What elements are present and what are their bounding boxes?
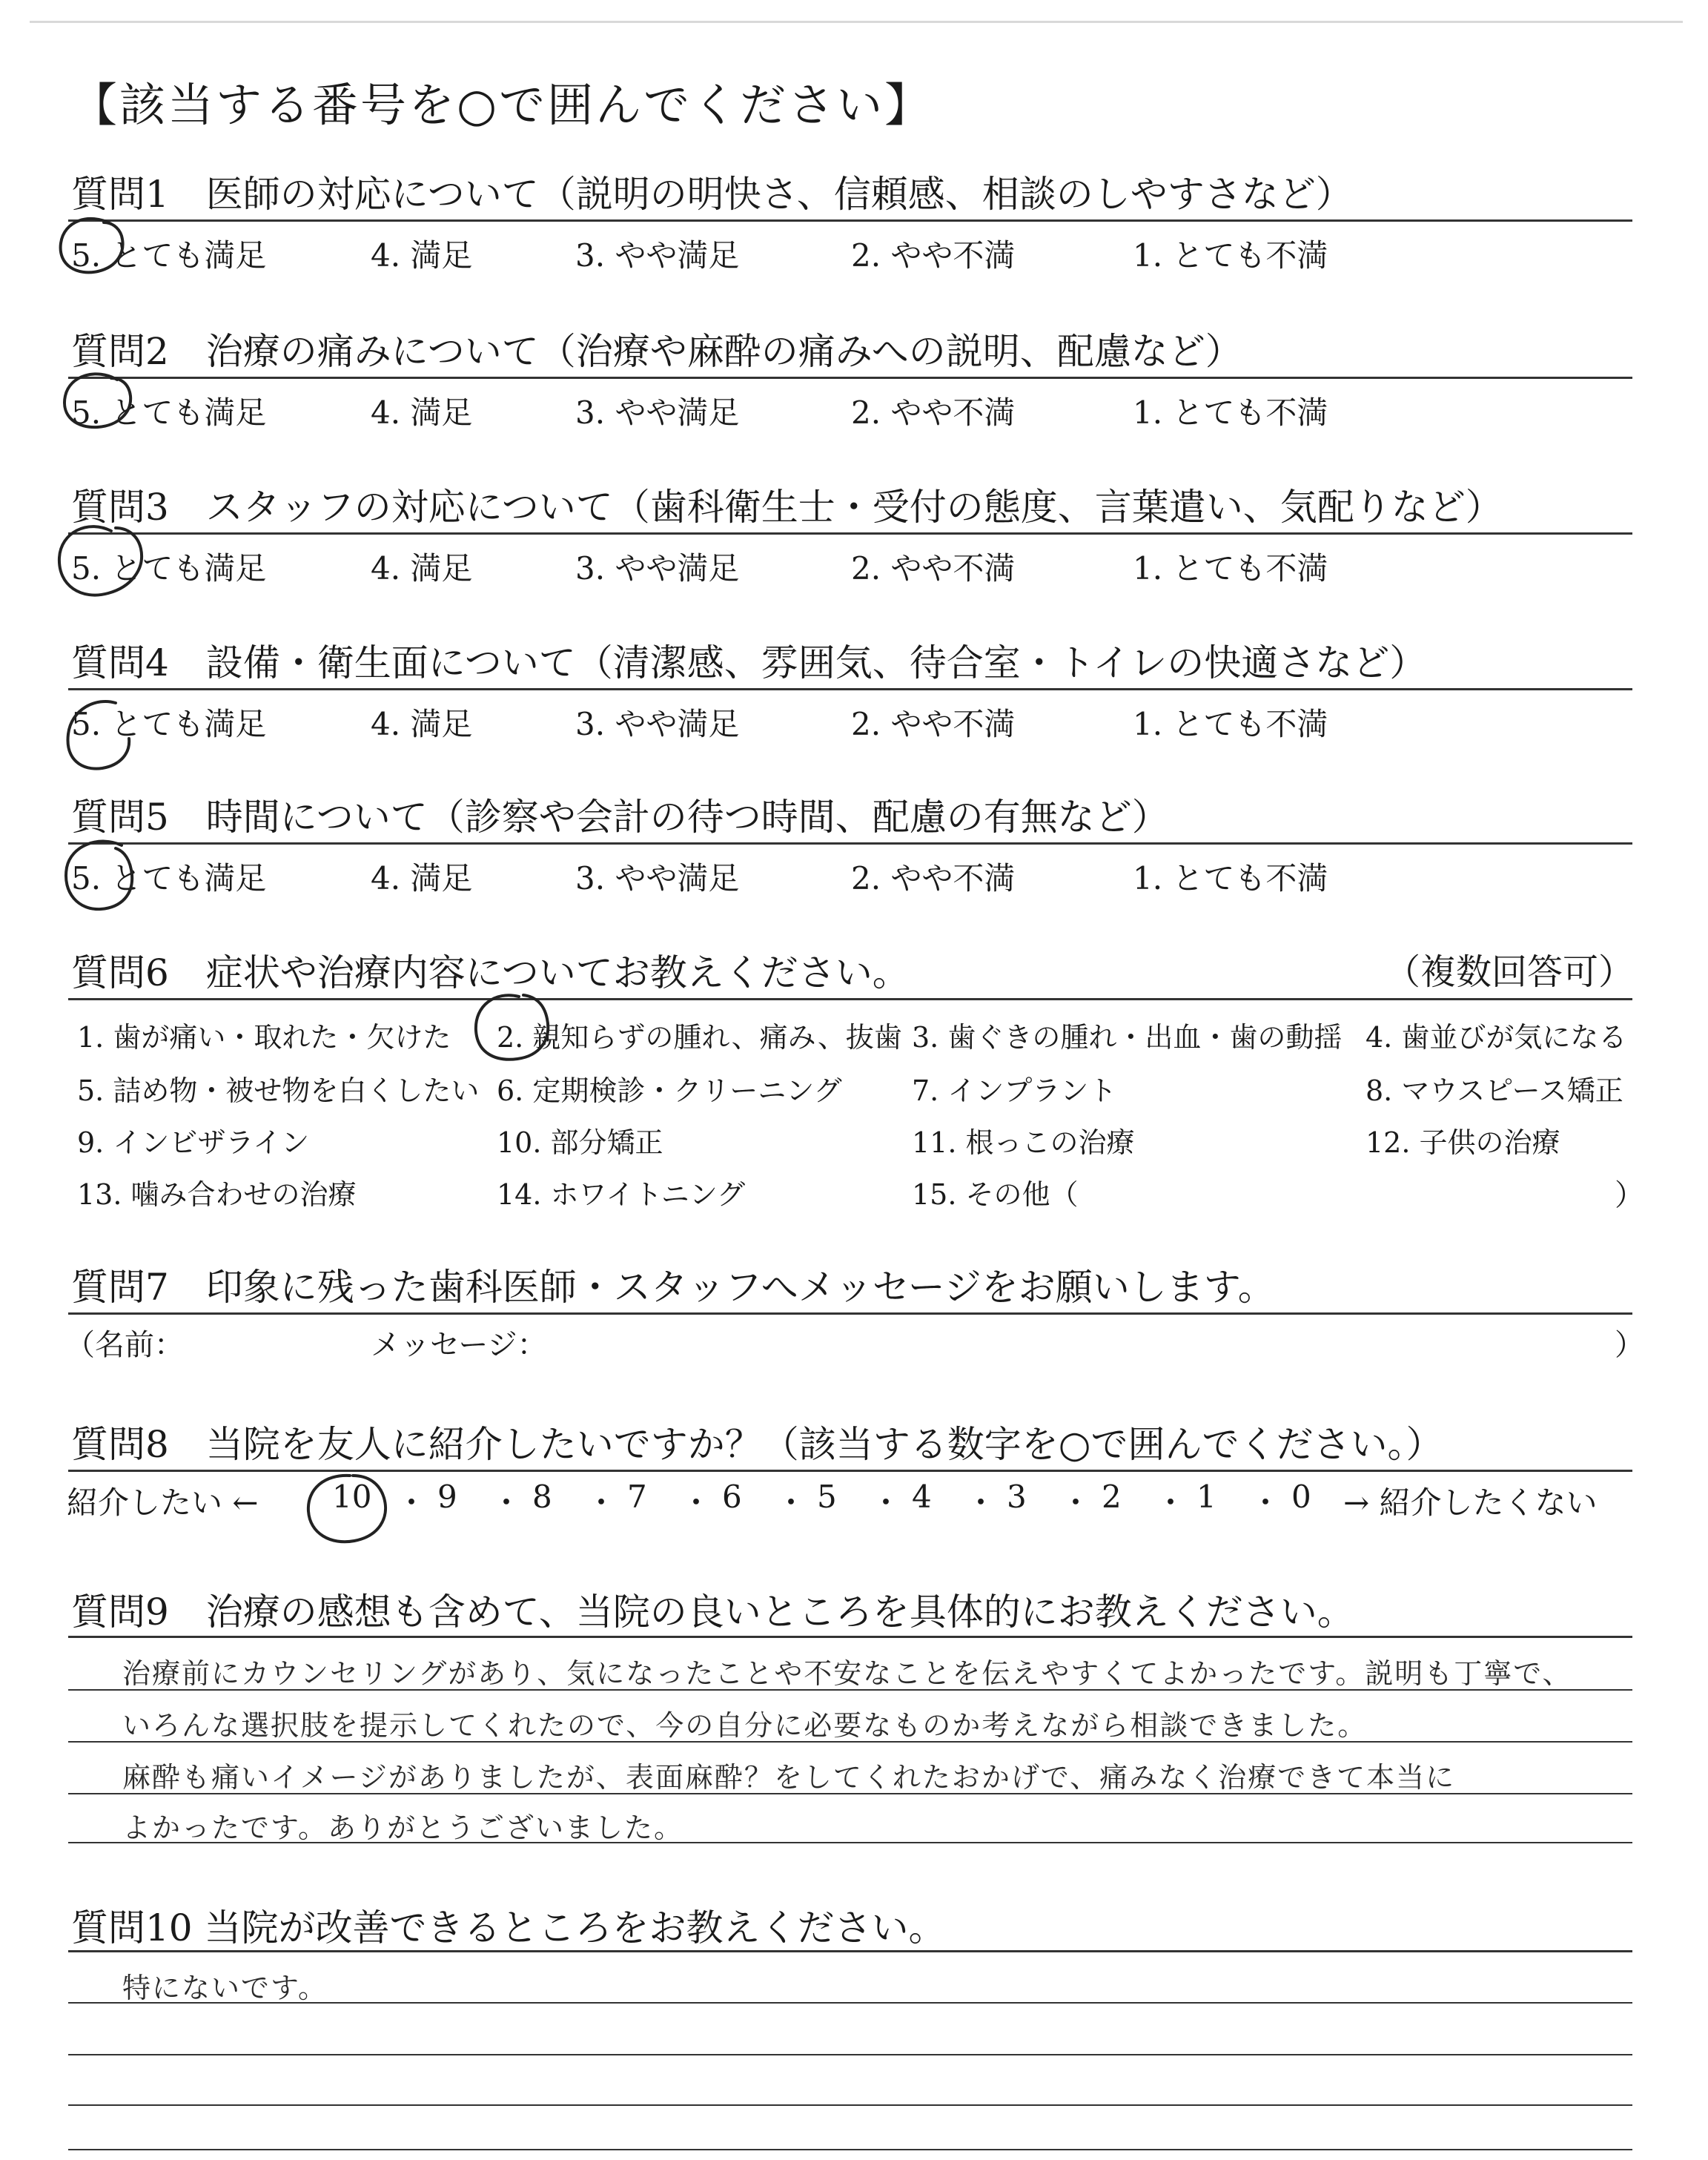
referral-2[interactable]: 2: [1102, 1479, 1122, 1515]
question-1-title: 質問1 医師の対応について（説明の明快さ、信頼感、相談のしやすさなど）: [71, 173, 1353, 216]
referral-7[interactable]: 7: [627, 1479, 647, 1515]
referral-right-label: → 紹介したくない: [1343, 1484, 1598, 1521]
symptom-5[interactable]: 5. 詰め物・被せ物を白くしたい: [77, 1074, 480, 1107]
name-field-label[interactable]: （名前：: [65, 1328, 184, 1362]
q5-option-2[interactable]: 2. やや不満: [851, 860, 1016, 896]
referral-6[interactable]: 6: [722, 1479, 742, 1515]
question-7-rule: [68, 1312, 1632, 1315]
q5-option-4[interactable]: 4. 満足: [371, 860, 473, 896]
referral-sep: ・: [1155, 1484, 1187, 1521]
symptom-11[interactable]: 11. 根っこの治療: [912, 1126, 1135, 1159]
q1-option-2[interactable]: 2. やや不満: [851, 237, 1016, 274]
question-8-title: 質問8 当院を友人に紹介したいですか？（該当する数字を○で囲んでください。）: [71, 1423, 1443, 1466]
q5-option-1[interactable]: 1. とても不満: [1133, 860, 1328, 896]
q9-answer-line-3: 麻酔も痛いイメージがありましたが、表面麻酔？をしてくれたおかげで、痛みなく治療できて本当に: [122, 1761, 1456, 1794]
q3-option-2[interactable]: 2. やや不満: [851, 550, 1016, 587]
question-4-rule: [68, 688, 1632, 690]
answer-rule: [68, 1793, 1632, 1794]
q1-option-3[interactable]: 3. やや満足: [575, 237, 740, 274]
answer-rule: [68, 2054, 1632, 2055]
referral-sep: ・: [1060, 1484, 1092, 1521]
answer-rule: [68, 2149, 1632, 2150]
symptom-7[interactable]: 7. インプラント: [912, 1074, 1117, 1107]
q4-option-4[interactable]: 4. 満足: [371, 706, 473, 742]
question-9-title: 質問9 治療の感想も含めて、当院の良いところを具体的にお教えください。: [71, 1591, 1354, 1634]
q2-option-1[interactable]: 1. とても不満: [1133, 394, 1328, 431]
referral-5[interactable]: 5: [817, 1479, 837, 1515]
message-field-label[interactable]: メッセージ：: [371, 1328, 547, 1362]
question-3-rule: [68, 532, 1632, 535]
question-10-title: 質問10 当院が改善できるところをお教えください。: [71, 1906, 946, 1949]
referral-sep: ・: [396, 1484, 428, 1521]
referral-sep: ・: [681, 1484, 712, 1521]
referral-sep: ・: [870, 1484, 902, 1521]
referral-sep: ・: [775, 1484, 807, 1521]
q9-answer-line-2: いろんな選択肢を提示してくれたので、今の自分に必要なものか考えながら相談できました。: [122, 1709, 1368, 1742]
question-6-title: 質問6 症状や治療内容についてお教えください。: [71, 951, 910, 994]
referral-left-label: 紹介したい ←: [67, 1484, 259, 1521]
symptom-12[interactable]: 12. 子供の治療: [1366, 1126, 1560, 1159]
q1-option-4[interactable]: 4. 満足: [371, 237, 473, 274]
symptom-8[interactable]: 8. マウスピース矯正: [1366, 1074, 1623, 1107]
symptom-10[interactable]: 10. 部分矯正: [497, 1126, 663, 1159]
referral-8[interactable]: 8: [532, 1479, 552, 1515]
question-7-title: 質問7 印象に残った歯科医師・スタッフへメッセージをお願いします。: [71, 1266, 1275, 1309]
question-3-title: 質問3 スタッフの対応について（歯科衛生士・受付の態度、言葉遣い、気配りなど）: [71, 486, 1503, 529]
q4-option-1[interactable]: 1. とても不満: [1133, 706, 1328, 742]
referral-sep: ・: [491, 1484, 523, 1521]
q4-option-3[interactable]: 3. やや満足: [575, 706, 740, 742]
q5-option-3[interactable]: 3. やや満足: [575, 860, 740, 896]
q2-option-2[interactable]: 2. やや不満: [851, 394, 1016, 431]
symptom-15-close-paren: ）: [1615, 1178, 1644, 1212]
question-9-rule: [68, 1636, 1632, 1638]
q3-option-3[interactable]: 3. やや満足: [575, 550, 740, 587]
question-1-rule: [68, 219, 1632, 222]
referral-0[interactable]: 0: [1291, 1479, 1311, 1515]
answer-rule: [68, 2002, 1632, 2004]
question-2-rule: [68, 377, 1632, 379]
top-border: [30, 21, 1683, 23]
question-5-rule: [68, 842, 1632, 845]
referral-sep: ・: [1250, 1484, 1282, 1521]
question-2-title: 質問2 治療の痛みについて（治療や麻酔の痛みへの説明、配慮など）: [71, 330, 1242, 373]
symptom-6[interactable]: 6. 定期検診・クリーニング: [497, 1074, 842, 1107]
answer-rule: [68, 2104, 1632, 2106]
answer-rule: [68, 1741, 1632, 1743]
q5-option-5[interactable]: 5. とても満足: [71, 860, 267, 896]
q1-option-1[interactable]: 1. とても不満: [1133, 237, 1328, 274]
q2-option-5[interactable]: 5. とても満足: [71, 394, 267, 431]
referral-3[interactable]: 3: [1007, 1479, 1027, 1515]
symptom-15-other[interactable]: 15. その他（: [912, 1178, 1079, 1211]
referral-9[interactable]: 9: [437, 1479, 457, 1515]
symptom-13[interactable]: 13. 噛み合わせの治療: [77, 1178, 357, 1211]
q4-option-5[interactable]: 5. とても満足: [71, 706, 267, 742]
question-4-title: 質問4 設備・衛生面について（清潔感、雰囲気、待合室・トイレの快適さなど）: [71, 641, 1427, 684]
q3-option-5[interactable]: 5. とても満足: [71, 550, 267, 587]
question-10-rule: [68, 1950, 1632, 1952]
q1-option-5[interactable]: 5. とても満足: [71, 237, 267, 274]
referral-sep: ・: [965, 1484, 997, 1521]
q4-option-2[interactable]: 2. やや不満: [851, 706, 1016, 742]
symptom-9[interactable]: 9. インビザライン: [77, 1126, 310, 1159]
multiple-answers-note: （複数回答可）: [1384, 951, 1634, 993]
referral-1[interactable]: 1: [1196, 1479, 1217, 1515]
answer-rule: [68, 1842, 1632, 1843]
page-title: 【該当する番号を○で囲んでください】: [71, 78, 933, 132]
symptom-3[interactable]: 3. 歯ぐきの腫れ・出血・歯の動揺: [912, 1021, 1343, 1054]
q3-option-1[interactable]: 1. とても不満: [1133, 550, 1328, 587]
symptom-14[interactable]: 14. ホワイトニング: [497, 1178, 746, 1211]
q9-answer-line-1: 治療前にカウンセリングがあり、気になったことや不安なことを伝えやすくてよかったです。説明も丁寧で、: [122, 1657, 1572, 1690]
question-5-title: 質問5 時間について（診察や会計の待つ時間、配慮の有無など）: [71, 796, 1169, 839]
referral-10[interactable]: 10: [332, 1479, 372, 1515]
referral-4[interactable]: 4: [912, 1479, 932, 1515]
answer-rule: [68, 1689, 1632, 1691]
question-8-rule: [68, 1470, 1632, 1472]
q3-option-4[interactable]: 4. 満足: [371, 550, 473, 587]
q10-answer: 特にないです。: [122, 1972, 328, 2004]
symptom-2[interactable]: 2. 親知らずの腫れ、痛み、抜歯: [497, 1021, 902, 1054]
q2-option-3[interactable]: 3. やや満足: [575, 394, 740, 431]
q2-option-4[interactable]: 4. 満足: [371, 394, 473, 431]
symptom-4[interactable]: 4. 歯並びが気になる: [1366, 1021, 1627, 1054]
q9-answer-line-4: よかったです。ありがとうございました。: [122, 1811, 683, 1844]
referral-sep: ・: [586, 1484, 618, 1521]
question-6-rule: [68, 998, 1632, 1000]
message-close-paren: ）: [1615, 1328, 1644, 1362]
symptom-1[interactable]: 1. 歯が痛い・取れた・欠けた: [77, 1021, 451, 1054]
